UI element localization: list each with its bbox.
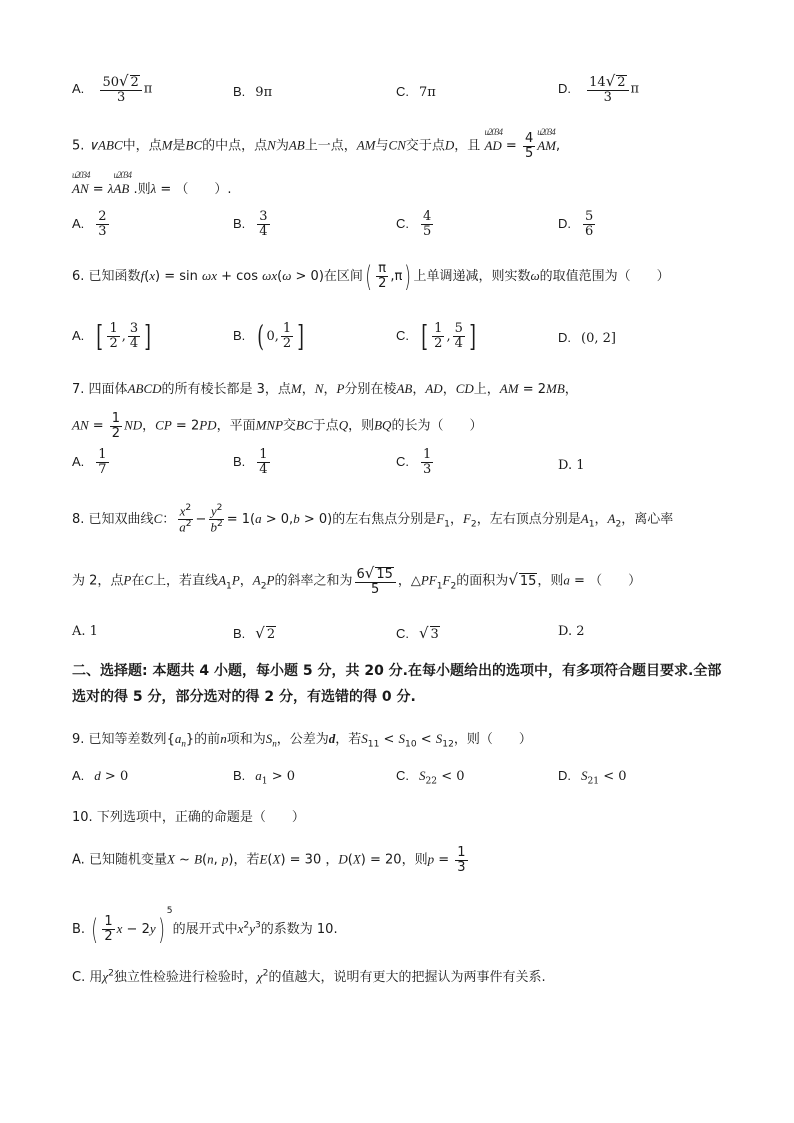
q7-stem-line-2: AN = $\frac{1}{2}$ ND，CP = 2PD，平面MNP交BC于点Q，则BQ的长为（ ） <box>72 411 483 441</box>
q8-option-c: C. √ 3 <box>396 624 439 642</box>
q7-option-b: B. $\frac{1}{4}$ <box>233 447 268 477</box>
q8-stem-line-2: 为 2，点P在C上，若直线$A_1P$，$A_2P$的斜率之和为 $\frac{6√ 15}{5}$ ，$\triangle PF_1F_2$的面积为√ 15，则a = （ ） <box>72 564 642 597</box>
q8-option-b: B. √ 2 <box>233 624 276 642</box>
q5-stem-line-1: 5. ∨ABC中，点M是BC的中点，点N为AB上一点，AM与CN交于点D，且 u2034 AD = $\frac{4}{5}$ u2034 AM, <box>72 132 560 160</box>
q4-option-d: D. $\frac{14√ 2}{3}$ π <box>558 72 640 105</box>
q4-option-c: C. 7π <box>396 84 436 100</box>
q5-option-a: A. $\frac{2}{3}$ <box>72 209 107 239</box>
q6-option-d: D. (0, 2] <box>558 330 616 346</box>
q8-stem-line-1: 8. 已知双曲线C： $\frac{x^2}{a^2}$ − $\frac{y^2}{b^2}$ = 1(a > 0,b > 0)的左右焦点分别是$F_1$，$F_2$，左右顶点分别是$A_1$，$A_2$，离心率 <box>72 503 674 535</box>
q7-option-a: A. $\frac{1}{7}$ <box>72 447 107 477</box>
q9-option-d: D. $S_{21} < 0$ <box>558 768 627 787</box>
q9-option-c: C. $S_{22} < 0$ <box>396 768 465 787</box>
q5-option-b: B. $\frac{3}{4}$ <box>233 209 268 239</box>
q9-stem: 9. 已知等差数列$\{a_n\}$的前n项和为$S_n$，公差为d，若$S_{11} < S_{10} < S_{12}$，则（ ） <box>72 731 532 750</box>
q10-option-a: A. 已知随机变量X ~ B(n, p)，若E(X) = 30 ，D(X) = 20，则p = $\frac{1}{3}$ <box>72 845 466 875</box>
q5-stem-line-2: u2034 AN = λu2034 AB .则λ = （ ）. <box>72 178 232 197</box>
q7-option-c: C. $\frac{1}{3}$ <box>396 447 432 477</box>
q4-option-a: A. $\frac{50√ 2}{3}$ π <box>72 72 153 105</box>
q10-option-b: B. ( $\frac{1}{2}$ x − 2y)$^5$的展开式中$x^2y^3$的系数为 10. <box>72 906 338 947</box>
fraction: $\frac{14√ 2}{3}$ <box>587 74 628 104</box>
q7-stem-line-1: 7. 四面体ABCD的所有棱长都是 3，点M，N，P分别在棱AB，AD，CD上，AM = 2MB， <box>72 381 578 397</box>
q5-option-d: D. $\frac{5}{6}$ <box>558 209 594 239</box>
q10-stem: 10. 下列选项中，正确的命题是（ ） <box>72 810 305 825</box>
q6-option-a: A. [ $\frac{1}{2}$ , $\frac{3}{4}$ ] <box>72 319 152 353</box>
q8-option-a: A. 1 <box>72 624 98 639</box>
q10-option-c: C. 用$\chi^2$独立性检验进行检验时，$\chi^2$的值越大，说明有更大的把握认为两事件有关系. <box>72 968 546 985</box>
q8-option-d: D. 2 <box>558 624 585 639</box>
q6-option-c: C. [ $\frac{1}{2}$ , $\frac{5}{4}$ ] <box>396 319 476 353</box>
q6-stem: 6. 已知函数f(x) = sin ωx + cos ωx(ω > 0)在区间( $\frac{\pi}{2}$ ,π) 上单调递减，则实数ω的取值范围为（ ） <box>72 259 670 293</box>
section-heading: 二、选择题: 本题共 4 小题，每小题 5 分，共 20 分.在每小题给出的选项中，有多项符合题目要求.全部选对的得 5 分，部分选对的得 2 分，有选错的得 0 分. <box>72 663 722 705</box>
q7-option-d: D. 1 <box>558 458 585 473</box>
q9-option-a: A. d > 0 <box>72 768 129 784</box>
q4-option-b: B. 9π <box>233 84 273 100</box>
fraction: $\frac{50√ 2}{3}$ <box>100 74 141 104</box>
q6-option-b: B. ( 0, $\frac{1}{2}$ ] <box>233 319 305 353</box>
q4-options <box>0 74 794 114</box>
q5-option-c: C. $\frac{4}{5}$ <box>396 209 432 239</box>
q9-option-b: B. $a_1 > 0$ <box>233 768 296 787</box>
